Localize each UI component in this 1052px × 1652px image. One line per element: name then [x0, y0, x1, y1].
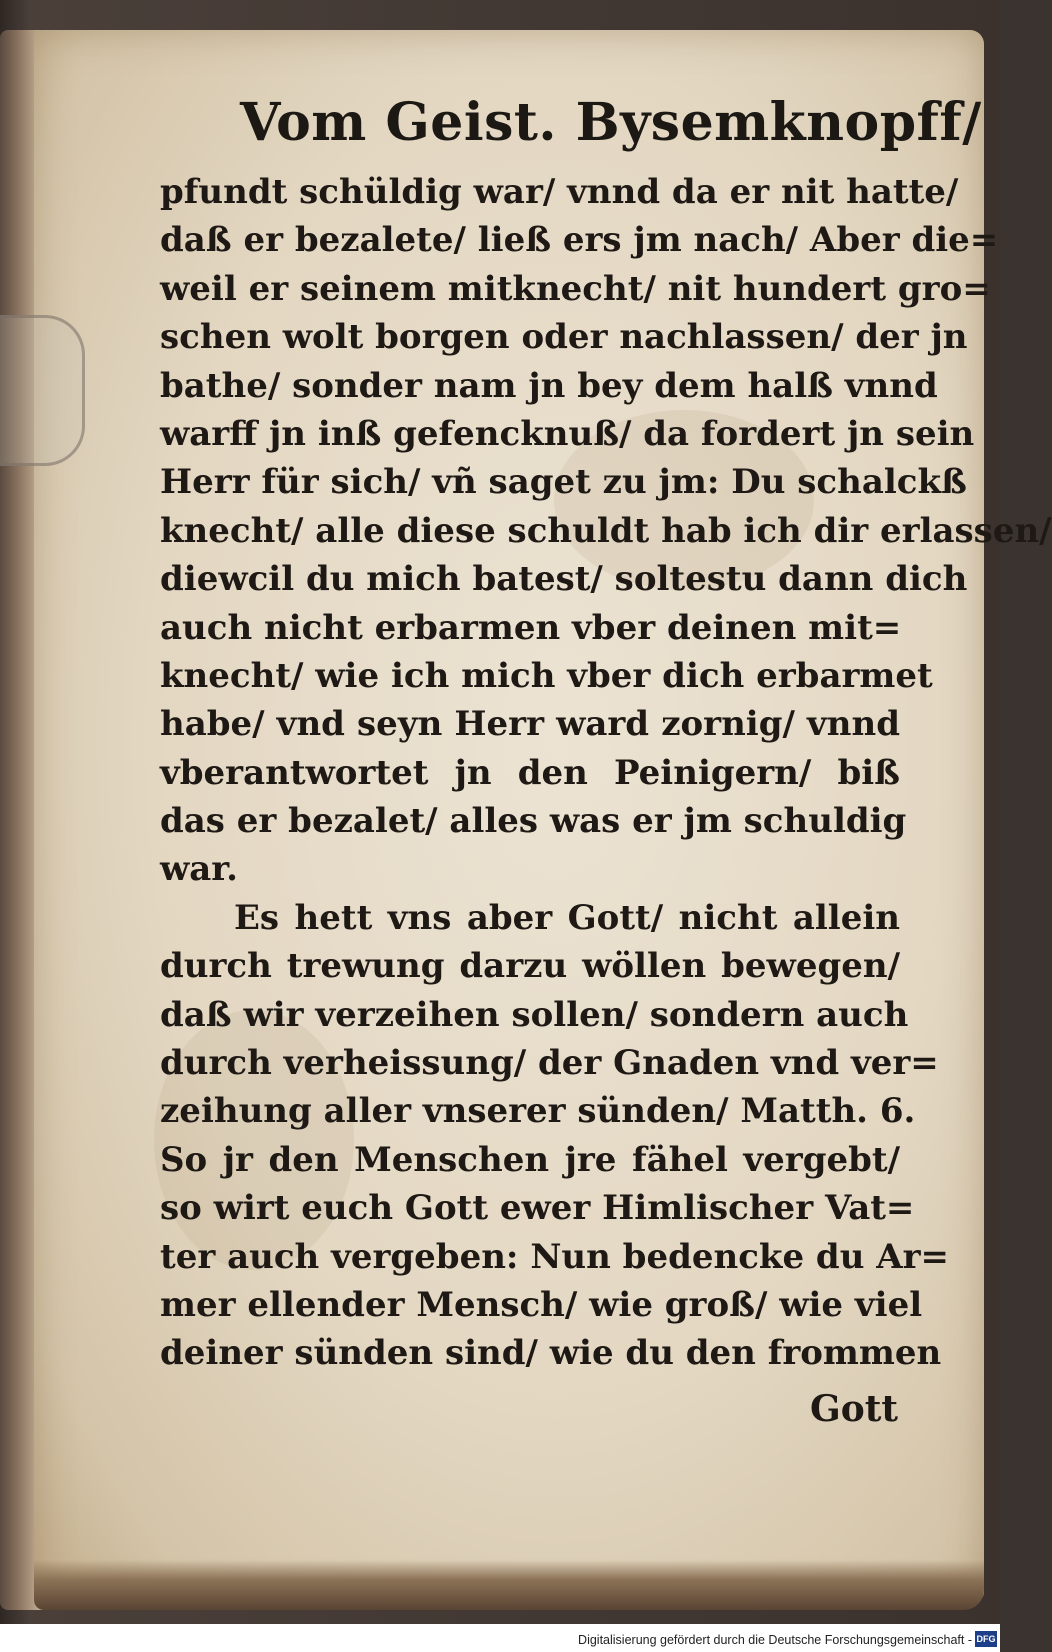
text-line: war. — [160, 849, 238, 890]
book-clasp — [0, 315, 85, 466]
text-line: diewcil du mich batest/ soltestu dann dich — [160, 559, 968, 600]
page-edges — [34, 1560, 984, 1610]
dfg-logo-icon: DFG — [975, 1631, 997, 1647]
text-line: pfundt schüldig war/ vnnd da er nit hatte/ — [160, 172, 959, 212]
text-line: auch nicht erbarmen vber deinen mit= — [160, 607, 902, 648]
text-line: mer ellender Mensch/ wie groß/ wie viel — [160, 1284, 923, 1325]
text-line: habe/ vnd seyn Herr ward zornig/ vnnd — [160, 704, 900, 745]
text-line: daß er bezalete/ ließ ers jm nach/ Aber die= — [160, 220, 999, 261]
text-line: weil er seinem mitknecht/ nit hundert gro= — [160, 268, 991, 309]
text-line: So jr den Menschen jre fähel vergebt/ — [160, 1139, 900, 1180]
text-line: knecht/ alle diese schuldt hab ich dir erlassen/ — [160, 510, 1052, 551]
catchword: Gott — [809, 1388, 898, 1430]
text-line: das er bezalet/ alles was er jm schuldig — [160, 801, 907, 842]
text-line: deiner sünden sind/ wie du den frommen — [160, 1333, 942, 1374]
text-line: durch trewung darzu wöllen bewegen/ — [160, 946, 900, 987]
text-line: vberantwortet jn den Peinigern/ biß — [160, 752, 900, 793]
text-line: so wirt euch Gott ewer Himlischer Vat= — [160, 1188, 915, 1229]
page-body-text — [160, 168, 1052, 1378]
text-line: knecht/ wie ich mich vber dich erbarmet — [160, 655, 933, 696]
text-line: ter auch vergeben: Nun bedencke du Ar= — [160, 1236, 950, 1277]
running-header: Vom Geist. Bysemknopff/ — [240, 92, 982, 153]
text-line: daß wir verzeihen sollen/ sondern auch — [160, 994, 909, 1035]
text-line: Es hett vns aber Gott/ nicht allein — [234, 897, 900, 938]
text-line: schen wolt borgen oder nachlassen/ der jn — [160, 317, 968, 358]
text-line: Herr für sich/ vñ saget zu jm: Du schalckß — [160, 462, 967, 503]
footer-bar — [0, 1624, 1000, 1652]
text-line: zeihung aller vnserer sünden/ Matth. 6. — [160, 1091, 916, 1132]
text-line: durch verheissung/ der Gnaden vnd ver= — [160, 1043, 939, 1084]
text-line: warff jn inß gefencknuß/ da fordert jn sein — [160, 413, 975, 454]
funding-credit: Digitalisierung gefördert durch die Deutsche Forschungsgemeinschaft - — [578, 1633, 972, 1647]
text-line: bathe/ sonder nam jn bey dem halß vnnd — [160, 365, 938, 406]
